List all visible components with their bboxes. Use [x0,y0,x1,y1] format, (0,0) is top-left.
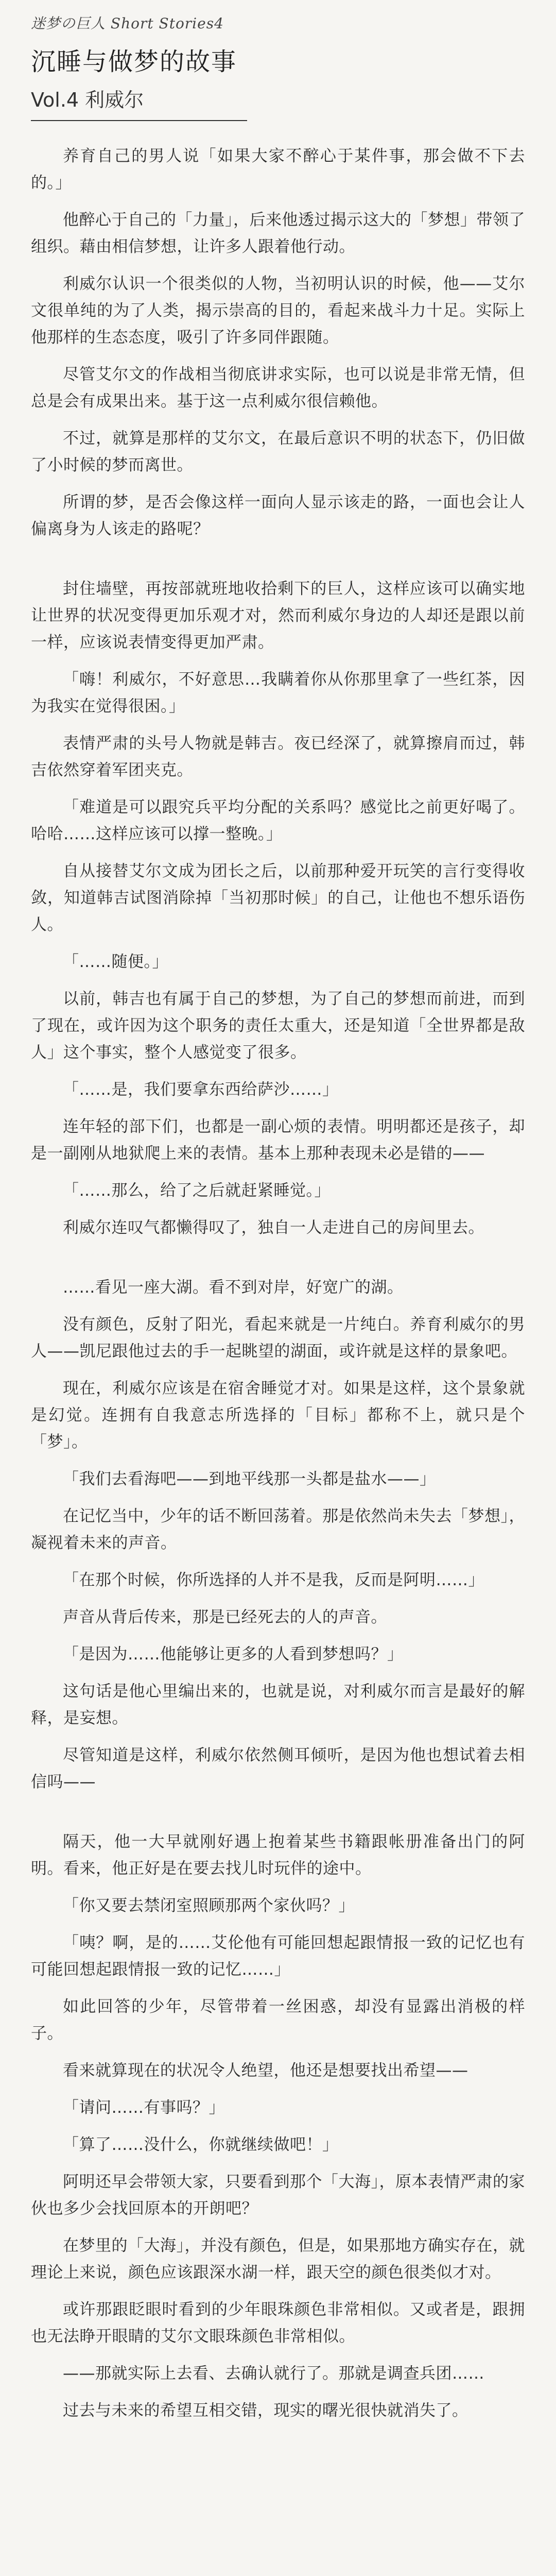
paragraph: 在记忆当中，少年的话不断回荡着。那是依然尚未失去「梦想」，凝视着未来的声音。 [31,1507,525,1553]
volume-subtitle: Vol.4 利威尔 [31,88,144,111]
paragraph: 「……那么，给了之后就赶紧睡觉。」 [63,1181,331,1200]
paragraph: 「请问……有事吗？」 [63,2098,225,2117]
paragraph: 封住墙壁，再按部就班地收拾剩下的巨人，这样应该可以确实地让世界的状况变得更加乐观才对，然而利威尔身边的人却还是跟以前一样，应该说表情变得更加严肃。 [31,580,525,652]
paragraph: 过去与未来的希望互相交错，现实的曙光很快就消失了。 [63,2401,468,2420]
paragraph: 「……是，我们要拿东西给萨沙……」 [63,1080,339,1099]
paragraph: ——那就实际上去看、去确认就行了。那就是调查兵团…… [63,2364,484,2383]
paragraph: 利威尔认识一个很类似的人物，当初明认识的时候，他——艾尔文很单纯的为了人类，揭示崇高的目的，看起来战斗力十足。实际上他那样的生态态度，吸引了许多同伴跟随。 [31,275,525,347]
paragraph: 声音从背后传来，那是已经死去的人的声音。 [63,1608,387,1627]
story-title: 沉睡与做梦的故事 [31,47,237,76]
paragraph: 「我们去看海吧——到地平线那一头都是盐水——」 [63,1470,436,1489]
paragraph: 如此回答的少年，尽管带着一丝困惑，却没有显露出消极的样子。 [31,1997,525,2043]
paragraph: 这句话是他心里编出来的，也就是说，对利威尔而言是最好的解释，是妄想。 [31,1682,525,1728]
paragraph: 没有颜色，反射了阳光，看起来就是一片纯白。养育利威尔的男人——凯尼跟他过去的手一起眺望的湖面，或许就是这样的景象吧。 [31,1315,525,1361]
paragraph: 自从接替艾尔文成为团长之后，以前那种爱开玩笑的言行变得收敛，知道韩吉试图消除掉「当初那时候」的自己，让他也不想乐语伤人。 [31,862,525,935]
paragraph: 「嗨！利威尔，不好意思…我瞒着你从你那里拿了一些红茶，因为我实在觉得很困。」 [31,670,525,716]
paragraph: 养育自己的男人说「如果大家不醉心于某件事，那会做不下去的。」 [31,147,525,193]
paragraph: 「是因为……他能够让更多的人看到梦想吗？」 [63,1645,404,1664]
paragraph: ……看见一座大湖。看不到对岸，好宽广的湖。 [63,1278,404,1297]
paragraph: 「你又要去禁闭室照顾那两个家伙吗？」 [63,1896,355,1916]
paragraph: 尽管知道是这样，利威尔依然侧耳倾听，是因为他也想试着去相信吗—— [31,1746,525,1792]
paragraph: 阿明还早会带领大家，只要看到那个「大海」，原本表情严肃的家伙也多少会找回原本的开朗吧？ [31,2173,525,2218]
paragraph: 他醉心于自己的「力量」，后来他透过揭示这大的「梦想」带领了组织。藉由相信梦想，让许多人跟着他行动。 [31,211,525,257]
paragraph: 现在，利威尔应该是在宿舍睡觉才对。如果是这样，这个景象就是幻觉。连拥有自我意志所选择的「目标」都称不上，就只是个「梦」。 [31,1379,525,1452]
paragraph: 「难道是可以跟究兵平均分配的关系吗？感觉比之前更好喝了。哈哈……这样应该可以撑一整晚。」 [31,798,525,844]
paragraph: 利威尔连叹气都懒得叹了，独自一人走进自己的房间里去。 [63,1218,484,1238]
paragraph: 尽管艾尔文的作战相当彻底讲求实际，也可以说是非常无情，但总是会有成果出来。基于这一点利威尔很信赖他。 [31,365,525,411]
paragraph: 在梦里的「大海」，并没有颜色，但是，如果那地方确实存在，就理论上来说，颜色应该跟深水湖一样，跟天空的颜色很类似才对。 [31,2236,525,2282]
paragraph: 「在那个时候，你所选择的人并不是我，反而是阿明……」 [63,1571,484,1590]
story-body [31,143,525,2424]
paragraph: 所谓的梦，是否会像这样一面向人显示该走的路，一面也会让人偏离身为人该走的路呢？ [31,493,525,539]
paragraph: 表情严肃的头号人物就是韩吉。夜已经深了，就算擦肩而过，韩吉依然穿着军团夹克。 [31,734,525,780]
paragraph: 「咦？啊，是的……艾伦他有可能回想起跟情报一致的记忆也有可能回想起跟情报一致的记忆……」 [31,1934,525,1979]
paragraph: 或许那跟眨眼时看到的少年眼珠颜色非常相似。又或者是，跟拥也无法睁开眼睛的艾尔文眼珠颜色非常相似。 [31,2300,525,2346]
title-divider [31,120,247,121]
paragraph: 「算了……没什么，你就继续做吧！」 [63,2136,339,2155]
paragraph: 隔天，他一大早就刚好遇上抱着某些书籍跟帐册准备出门的阿明。看来，他正好是在要去找儿时玩伴的途中。 [31,1833,525,1878]
paragraph: 「……随便。」 [63,953,168,972]
paragraph: 看来就算现在的状况令人绝望，他还是想要找出希望—— [63,2061,468,2080]
series-title: 迷梦の巨人 Short Stories4 [31,15,224,32]
paragraph: 连年轻的部下们，也都是一副心烦的表情。明明都还是孩子，却是一副刚从地狱爬上来的表情。基本上那种表现未必是错的—— [31,1117,525,1163]
paragraph: 以前，韩吉也有属于自己的梦想，为了自己的梦想而前进，而到了现在，或许因为这个职务的责任太重大，还是知道「全世界都是敌人」这个事实，整个人感觉变了很多。 [31,990,525,1062]
paragraph: 不过，就算是那样的艾尔文，在最后意识不明的状态下，仍旧做了小时候的梦而离世。 [31,429,525,475]
